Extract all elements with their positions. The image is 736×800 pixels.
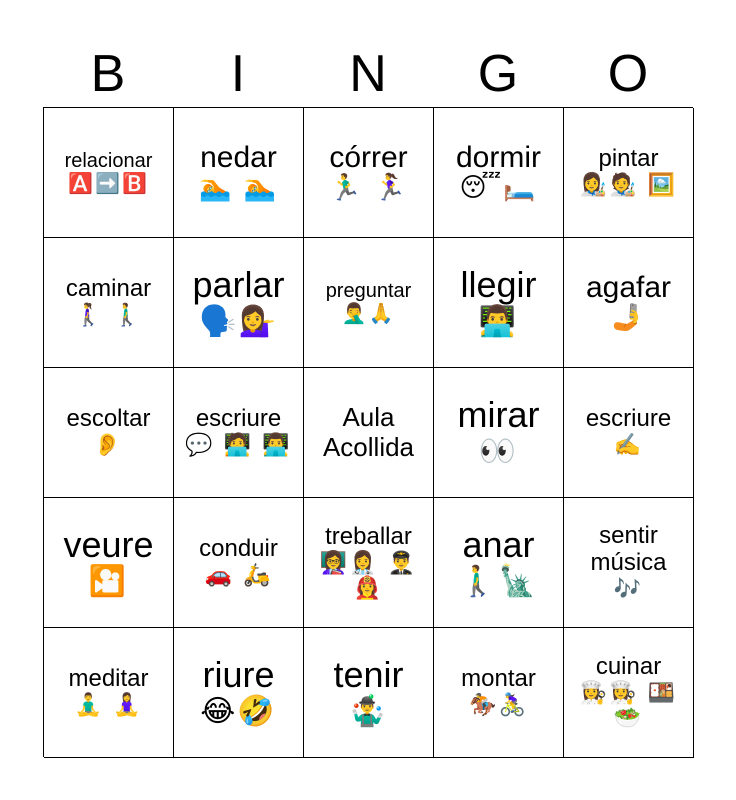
bingo-cell[interactable] <box>174 498 304 628</box>
cell-word: Aula Acollida <box>322 402 415 462</box>
cell-emoji-icon: 🚗 🛵 <box>204 563 273 589</box>
cell-word: cuinar <box>595 652 662 680</box>
cell-emoji-icon: 🗣️💁‍♀️ <box>199 304 278 340</box>
cell-word: conduir <box>199 535 278 563</box>
bingo-cell[interactable] <box>434 628 564 758</box>
cell-emoji-icon: 💬 🧑‍💻 👨‍💻 <box>185 433 292 459</box>
cell-emoji-icon: 🏇🚴‍♀️ <box>469 693 528 719</box>
cell-word: mirar <box>457 394 540 436</box>
cell-emoji-icon: 👂 <box>93 433 124 459</box>
bingo-cell[interactable] <box>44 238 174 368</box>
cell-emoji-icon: 👨‍💻 <box>478 304 519 340</box>
cell-emoji-icon: 👀 <box>478 434 519 470</box>
bingo-cell[interactable] <box>304 628 434 758</box>
bingo-cell[interactable] <box>174 368 304 498</box>
cell-word: caminar <box>65 275 152 303</box>
bingo-cell[interactable] <box>564 108 694 238</box>
cell-emoji-icon: 😴🛏️ <box>459 173 538 204</box>
bingo-cell[interactable] <box>174 108 304 238</box>
cell-emoji-icon: 👩‍🏫👩‍⚕️ 👨‍✈️👩‍🚒 <box>319 550 418 601</box>
cell-word: riure <box>202 654 275 696</box>
bingo-cell[interactable] <box>174 628 304 758</box>
cell-emoji-icon: 👩‍🍳👩‍🍳 🍱🥗 <box>579 680 678 731</box>
bingo-cell[interactable] <box>564 238 694 368</box>
cell-emoji-icon: ✍️ <box>613 433 644 459</box>
bingo-cell[interactable] <box>564 628 694 758</box>
cell-word: pintar <box>598 145 659 173</box>
bingo-cell[interactable] <box>44 498 174 628</box>
header-letter-g: G <box>477 45 519 103</box>
cell-word: nedar <box>200 140 277 174</box>
cell-word: escoltar <box>66 405 151 433</box>
bingo-cell[interactable] <box>174 238 304 368</box>
cell-emoji-icon: 😂🤣 <box>200 694 277 730</box>
cell-word: treballar <box>325 522 412 550</box>
bingo-cell[interactable] <box>44 368 174 498</box>
header-letter-b: B <box>90 45 126 103</box>
cell-word: córrer <box>329 140 408 174</box>
cell-word: montar <box>461 665 536 693</box>
cell-word: agafar <box>585 270 672 304</box>
cell-word: veure <box>63 524 154 566</box>
bingo-cell[interactable] <box>44 628 174 758</box>
bingo-cell[interactable] <box>564 498 694 628</box>
cell-word: anar <box>462 524 535 566</box>
cell-emoji-icon: 🎦 <box>88 564 129 600</box>
bingo-cell[interactable] <box>434 238 564 368</box>
cell-word: sentir música <box>590 521 667 576</box>
bingo-cell[interactable] <box>304 238 434 368</box>
cell-emoji-icon: 🧘‍♂️ 🧘‍♀️ <box>74 693 143 719</box>
header-letter-i: I <box>230 45 246 103</box>
cell-emoji-icon: 🚶‍♂️🗽 <box>459 564 538 600</box>
cell-emoji-icon: 🤹‍♂️ <box>348 694 389 730</box>
bingo-cell[interactable] <box>434 498 564 628</box>
cell-word: meditar <box>68 665 149 693</box>
bingo-header <box>43 40 693 108</box>
cell-word: escriure <box>585 405 672 433</box>
cell-word: parlar <box>192 264 285 306</box>
bingo-cell[interactable] <box>434 368 564 498</box>
cell-emoji-icon: 🅰️➡️🅱️ <box>68 171 149 196</box>
header-letter-n: N <box>349 45 387 103</box>
cell-emoji-icon: 🤦‍♂️🙏 <box>341 301 396 326</box>
cell-emoji-icon: 👩‍🎨🧑‍🎨 🖼️ <box>579 173 678 199</box>
cell-word: tenir <box>333 654 404 696</box>
cell-word: llegir <box>460 264 537 306</box>
bingo-cell[interactable] <box>304 108 434 238</box>
bingo-cell[interactable] <box>434 108 564 238</box>
cell-word: relacionar <box>64 149 153 172</box>
bingo-grid <box>43 107 693 757</box>
cell-word: preguntar <box>325 279 412 302</box>
header-letter-o: O <box>607 45 649 103</box>
bingo-cell[interactable] <box>564 368 694 498</box>
cell-emoji-icon: 🎶 <box>613 576 644 602</box>
bingo-free-cell[interactable] <box>304 368 434 498</box>
cell-emoji-icon: 🚶‍♀️ 🚶‍♂️ <box>74 303 143 329</box>
cell-emoji-icon: 🏃‍♂️ 🏃‍♀️ <box>328 173 408 204</box>
bingo-cell[interactable] <box>44 108 174 238</box>
cell-emoji-icon: 🤳 <box>611 303 646 334</box>
cell-word: dormir <box>455 140 541 174</box>
cell-emoji-icon: 🏊 🏊 <box>198 173 278 204</box>
bingo-cell[interactable] <box>304 498 434 628</box>
cell-word: escriure <box>195 405 282 433</box>
